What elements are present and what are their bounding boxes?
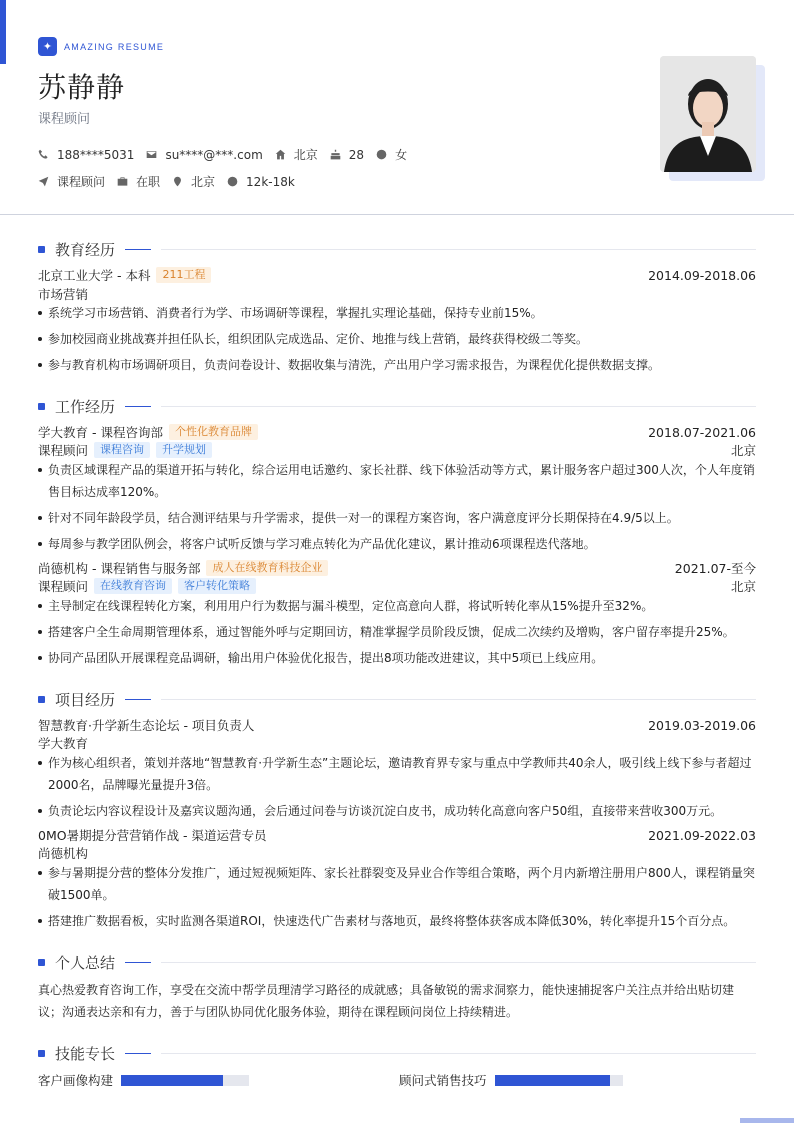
project-org-row: [38, 844, 756, 862]
resume-header: [0, 0, 794, 215]
work-header: [38, 423, 756, 441]
section-dash: [125, 249, 151, 250]
project-bullets: [38, 862, 756, 936]
work-header: [38, 559, 756, 577]
section-title: 个人总结: [55, 954, 116, 972]
skill-name: 顾问式销售技巧: [399, 1073, 487, 1088]
role: 课程顾问: [38, 443, 89, 458]
list-item: 搭建推广数据看板，实时监测各渠道ROI，快速迭代广告素材与落地页，最终将整体获客成本降低30%，转化率提升15个百分点。: [38, 910, 756, 932]
status-value: 在职: [136, 175, 161, 189]
section-work: [38, 396, 756, 417]
education-bullets: [38, 302, 756, 380]
section-dot: [38, 1050, 45, 1057]
project-name: 0MO暑期提分营营销作战 - 渠道运营专员: [38, 828, 267, 843]
candidate-title: 课程顾问: [38, 112, 91, 127]
work-location: 北京: [730, 443, 756, 458]
sparkle-icon: ✦: [38, 37, 57, 56]
work-role-row: [38, 441, 756, 459]
section-dot: [38, 403, 45, 410]
mail-icon: [146, 149, 157, 160]
school-name: 北京工业大学 - 本科: [38, 268, 151, 283]
section-education: [38, 239, 756, 260]
section-dash: [125, 1053, 151, 1054]
section-dot: [38, 959, 45, 966]
status-info: [117, 173, 160, 190]
skill-bar: [121, 1075, 249, 1086]
project-header: [38, 716, 756, 734]
section-dot: [38, 696, 45, 703]
salary-info: [227, 175, 295, 189]
salary-value: 12k-18k: [246, 174, 295, 189]
skill-item: [38, 1071, 249, 1089]
section-title: 教育经历: [55, 241, 116, 259]
list-item: 针对不同年龄段学员，结合测评结果与升学需求，提供一对一的课程方案咨询，客户满意度评分长期保持在4.9/5以上。: [38, 507, 756, 529]
company-name: 尚德机构 - 课程销售与服务部: [38, 561, 201, 576]
work-location: 北京: [730, 579, 756, 594]
work-date: 2018.07-2021.06: [648, 424, 756, 440]
project-date: 2021.09-2022.03: [648, 827, 756, 843]
section-divider: [161, 249, 756, 250]
work-role-row: [38, 577, 756, 595]
section-dash: [125, 699, 151, 700]
list-item: 负责论坛内容议程设计及嘉宾议题沟通，会后通过问卷与访谈沉淀白皮书，成功转化高意向客户50组，直接带来营收300万元。: [38, 800, 756, 822]
phone-value: 188****5031: [57, 147, 135, 162]
project-bullets: [38, 752, 756, 826]
brand-text: AMAZING RESUME: [64, 41, 165, 52]
project-org: 学大教育: [38, 736, 89, 751]
briefcase-icon: [117, 176, 128, 187]
city-value: 北京: [293, 148, 318, 162]
role-tag: 课程咨询: [94, 442, 150, 458]
project-name: 智慧教育·升学新生态论坛 - 项目负责人: [38, 718, 255, 733]
list-item: 参与暑期提分营的整体分发推广，通过短视频矩阵、家长社群裂变及异业合作等组合策略，两个月内新增注册用户800人，课程销量突破1500单。: [38, 862, 756, 906]
skill-item: [399, 1071, 623, 1089]
list-item: 系统学习市场营销、消费者行为学、市场调研等课程，掌握扎实理论基础，保持专业前15%。: [38, 302, 756, 324]
list-item: 参加校园商业挑战赛并担任队长，组织团队完成选品、定价、地推与线上营销，最终获得校级二等奖。: [38, 328, 756, 350]
contact-row: [38, 146, 409, 163]
project-header: [38, 826, 756, 844]
section-divider: [161, 962, 756, 963]
avatar: [660, 56, 756, 172]
role-tag: 升学规划: [156, 442, 212, 458]
footer-accent: [740, 1118, 794, 1123]
list-item: 参与教育机构市场调研项目，负责问卷设计、数据收集与清洗，产出用户学习需求报告，为课程优化提供数据支撑。: [38, 354, 756, 376]
list-item: 负责区域课程产品的渠道开拓与转化，综合运用电话邀约、家长社群、线下体验活动等方式，累计服务客户超过300人次，个人年度销售目标达成率120%。: [38, 459, 756, 503]
work-bullets: [38, 459, 756, 559]
education-major-row: [38, 285, 756, 303]
section-dot: [38, 246, 45, 253]
work-bullets: [38, 595, 756, 673]
section-title: 技能专长: [55, 1045, 116, 1063]
education-header: [38, 266, 756, 284]
city-info: [275, 146, 318, 163]
major: 市场营销: [38, 287, 89, 302]
list-item: 每周参与教学团队例会，将客户试听反馈与学习难点转化为产品优化建议，累计推动6项课程迭代落地。: [38, 533, 756, 555]
section-title: 项目经历: [55, 691, 116, 709]
section-dash: [125, 962, 151, 963]
role: 课程顾问: [38, 579, 89, 594]
home-icon: [275, 149, 286, 160]
location-icon: [172, 176, 183, 187]
school-tag: 211工程: [156, 267, 211, 283]
section-skills: [38, 1043, 756, 1064]
send-icon: [38, 176, 49, 187]
list-item: 搭建客户全生命周期管理体系，通过智能外呼与定期回访，精准掌握学员阶段反馈，促成二次续约及增购，客户留存率提升25%。: [38, 621, 756, 643]
work-date: 2021.07-至今: [674, 561, 756, 576]
summary-text: 真心热爱教育咨询工作，享受在交流中帮学员理清学习路径的成就感；具备敏锐的需求洞察力，能快速捕捉客户关注点并给出贴切建议；沟通表达亲和有力，善于与团队协同优化服务体验，期待在课程顾问岗位上持续精进。: [38, 983, 735, 1019]
education-date: 2014.09-2018.06: [648, 267, 756, 283]
section-dash: [125, 406, 151, 407]
job-intent-row: [38, 173, 297, 190]
project-org-row: [38, 734, 756, 752]
list-item: 作为核心组织者，策划并落地“智慧教育·升学新生态”主题论坛，邀请教育界专家与重点中学教师共40余人，吸引线上线下参与者超过2000名，品牌曝光量提升3倍。: [38, 752, 756, 796]
candidate-name: 苏静静: [38, 71, 126, 104]
age-info: [330, 148, 364, 162]
target-city-info: [172, 173, 215, 190]
smile-icon: [376, 149, 387, 160]
email-value: su****@***.com: [165, 147, 263, 162]
target-job-info: [38, 173, 105, 190]
company-tag: 个性化教育品牌: [169, 424, 258, 440]
age-value: 28: [348, 147, 365, 162]
target-city-value: 北京: [191, 175, 216, 189]
gender-value: 女: [395, 148, 408, 162]
section-summary: [38, 952, 756, 973]
role-tag: 客户转化策略: [178, 578, 256, 594]
gender-info: [376, 146, 407, 163]
company-tag: 成人在线教育科技企业: [206, 560, 328, 576]
project-date: 2019.03-2019.06: [648, 717, 756, 733]
skill-bar-fill: [495, 1075, 610, 1086]
brand: [38, 37, 164, 56]
skill-bar-fill: [121, 1075, 223, 1086]
section-divider: [161, 406, 756, 407]
phone-icon: [38, 149, 49, 160]
company-name: 学大教育 - 课程咨询部: [38, 425, 163, 440]
money-icon: [227, 176, 238, 187]
email-info: [146, 148, 262, 162]
list-item: 协同产品团队开展课程竞品调研，输出用户体验优化报告，提出8项功能改进建议，其中5项已上线应用。: [38, 647, 756, 669]
target-job-value: 课程顾问: [57, 175, 106, 189]
list-item: 主导制定在线课程转化方案，利用用户行为数据与漏斗模型，定位高意向人群，将试听转化率从15%提升至32%。: [38, 595, 756, 617]
role-tag: 在线教育咨询: [94, 578, 172, 594]
section-projects: [38, 689, 756, 710]
section-title: 工作经历: [55, 398, 116, 416]
section-divider: [161, 699, 756, 700]
skill-name: 客户画像构建: [38, 1073, 114, 1088]
cake-icon: [330, 149, 341, 160]
project-org: 尚德机构: [38, 846, 89, 861]
phone-info: [38, 148, 134, 162]
section-divider: [161, 1053, 756, 1054]
skill-bar: [495, 1075, 623, 1086]
